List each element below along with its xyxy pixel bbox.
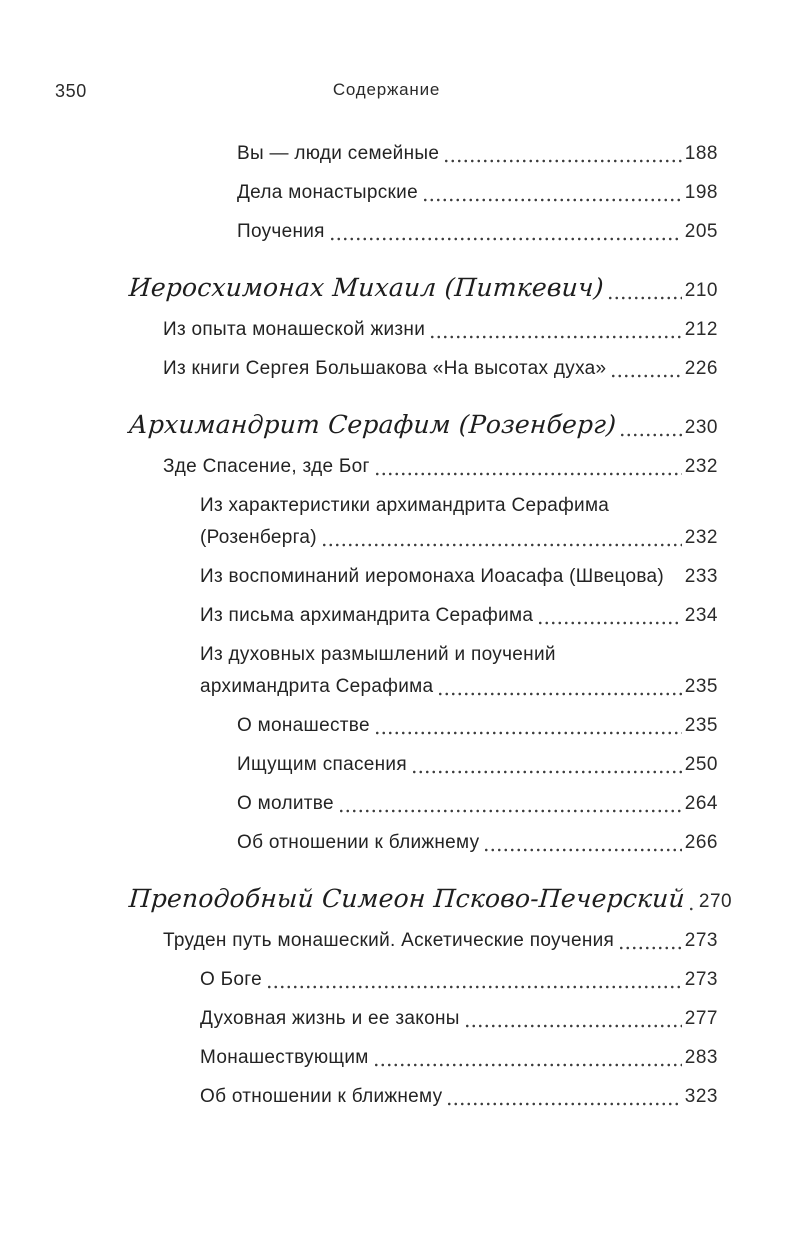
toc-entry-last-line bbox=[127, 884, 733, 913]
toc-entry-last-line bbox=[200, 565, 718, 588]
toc-entry bbox=[55, 884, 733, 913]
toc-page-number: 323 bbox=[684, 1086, 718, 1107]
toc-entry-last-line bbox=[200, 1085, 718, 1108]
toc-dot-leader bbox=[411, 769, 682, 775]
toc-dot-leader bbox=[537, 620, 682, 626]
toc-dot-leader bbox=[668, 581, 682, 587]
toc-page-number: 270 bbox=[698, 891, 733, 912]
toc-entry-last-line bbox=[237, 181, 718, 204]
toc-page-number: 235 bbox=[684, 715, 718, 736]
toc-page-number: 230 bbox=[684, 417, 718, 438]
toc-entry bbox=[55, 1085, 718, 1108]
toc-page-number: 226 bbox=[684, 358, 718, 379]
toc-entry-text: Ищущим спасения bbox=[237, 754, 407, 775]
toc-dot-leader bbox=[619, 432, 682, 438]
toc-entry-last-line bbox=[128, 274, 718, 302]
toc-entry-last-line bbox=[200, 1007, 718, 1030]
toc-entry bbox=[55, 714, 718, 737]
toc-entry-text: Вы — люди семейные bbox=[237, 143, 440, 164]
toc-entry-text: Из книги Сергея Большакова «На высотах духа» bbox=[163, 358, 607, 379]
toc-page-number: 273 bbox=[684, 930, 718, 951]
toc-entry bbox=[55, 220, 718, 243]
toc-entry-text: Духовная жизнь и ее законы bbox=[200, 1008, 460, 1029]
toc-dot-leader bbox=[446, 1101, 681, 1107]
toc-page-number: 212 bbox=[684, 319, 718, 340]
toc-entry bbox=[55, 968, 718, 991]
toc-entry-last-line bbox=[237, 753, 718, 776]
toc-entry-text: Поучения bbox=[237, 221, 325, 242]
page-title: Содержание bbox=[332, 80, 441, 99]
toc-entry bbox=[55, 565, 718, 588]
toc-entry-text-line: Из духовных размышлений и поучений bbox=[200, 644, 556, 665]
toc-entry bbox=[55, 792, 718, 815]
toc-page-number: 250 bbox=[684, 754, 718, 775]
toc-dot-leader bbox=[373, 1062, 682, 1068]
toc-dot-leader bbox=[338, 808, 682, 814]
toc-entry-text: Иеросхимонах Михаил (Питкевич) bbox=[127, 273, 605, 302]
toc-page-number: 232 bbox=[684, 456, 718, 477]
toc-entry bbox=[55, 318, 718, 341]
toc-entry bbox=[55, 1046, 718, 1069]
toc-entry-last-line bbox=[200, 1046, 718, 1069]
toc-dot-leader bbox=[618, 945, 682, 951]
toc-entry-text: О Боге bbox=[200, 969, 262, 990]
toc-page-number: 205 bbox=[684, 221, 718, 242]
toc-entry-text: Об отношении к ближнему bbox=[200, 1086, 443, 1107]
toc-page-number: 266 bbox=[684, 832, 718, 853]
toc-entry-continuation-lines bbox=[200, 494, 718, 517]
page-header bbox=[55, 80, 718, 102]
toc-entry-text: Об отношении к ближнему bbox=[237, 832, 480, 853]
toc-entry-last-line bbox=[237, 792, 718, 815]
toc-list bbox=[55, 142, 733, 1108]
toc-entry-continuation-lines bbox=[200, 643, 718, 666]
toc-page-number: 234 bbox=[684, 605, 718, 626]
toc-entry-last-line bbox=[200, 604, 718, 627]
toc-entry-last-line bbox=[237, 142, 718, 165]
toc-entry-last-line bbox=[163, 318, 718, 341]
toc-entry bbox=[55, 929, 718, 952]
toc-entry bbox=[55, 643, 718, 698]
toc-entry-last-line bbox=[128, 411, 718, 439]
toc-entry-last-line bbox=[200, 675, 718, 698]
toc-entry-last-line bbox=[200, 968, 718, 991]
toc-entry bbox=[55, 753, 718, 776]
toc-entry bbox=[55, 1007, 718, 1030]
toc-dot-leader bbox=[437, 691, 681, 697]
toc-dot-leader bbox=[688, 906, 696, 912]
toc-page-number: 235 bbox=[684, 676, 718, 697]
toc-dot-leader bbox=[266, 984, 682, 990]
toc-entry bbox=[55, 494, 718, 549]
toc-entry-text: О молитве bbox=[237, 793, 334, 814]
toc-dot-leader bbox=[321, 542, 682, 548]
toc-page-number: 198 bbox=[684, 182, 718, 203]
toc-page-number: 277 bbox=[684, 1008, 718, 1029]
toc-dot-leader bbox=[483, 847, 681, 853]
toc-entry-last-line bbox=[237, 714, 718, 737]
toc-entry-text: (Розенберга) bbox=[200, 527, 317, 548]
toc-dot-leader bbox=[422, 197, 682, 203]
toc-entry-text: архимандрита Серафима bbox=[200, 676, 434, 697]
toc-entry-last-line bbox=[200, 526, 718, 549]
toc-entry bbox=[55, 357, 718, 380]
toc-entry-text: Из воспоминаний иеромонаха Иоасафа (Швецова) bbox=[200, 566, 665, 587]
toc-entry-last-line bbox=[237, 220, 718, 243]
toc-page-number: 232 bbox=[684, 527, 718, 548]
toc-entry-text-line: Из характеристики архимандрита Серафима bbox=[200, 495, 610, 516]
toc-entry-text: Зде Спасение, зде Бог bbox=[163, 456, 370, 477]
toc-entry bbox=[55, 181, 718, 204]
toc-entry-text: Дела монастырские bbox=[237, 182, 418, 203]
toc-page-number: 188 bbox=[684, 143, 718, 164]
toc-entry bbox=[55, 274, 718, 302]
toc-dot-leader bbox=[374, 471, 682, 477]
toc-dot-leader bbox=[607, 295, 682, 301]
toc-dot-leader bbox=[374, 730, 682, 736]
toc-entry-last-line bbox=[163, 357, 718, 380]
toc-dot-leader bbox=[329, 236, 682, 242]
toc-dot-leader bbox=[610, 373, 681, 379]
toc-entry-text: О монашестве bbox=[237, 715, 370, 736]
toc-entry-text: Преподобный Симеон Псково-Печерский bbox=[127, 884, 686, 913]
toc-entry-text: Из опыта монашеской жизни bbox=[163, 319, 426, 340]
toc-entry-last-line bbox=[163, 929, 718, 952]
toc-page-number: 233 bbox=[684, 566, 718, 587]
toc-page-number: 264 bbox=[684, 793, 718, 814]
toc-entry bbox=[55, 455, 718, 478]
toc-dot-leader bbox=[464, 1023, 682, 1029]
toc-entry bbox=[55, 604, 718, 627]
toc-dot-leader bbox=[443, 158, 682, 164]
toc-page-number: 210 bbox=[684, 280, 718, 301]
toc-entry-text: Труден путь монашеский. Аскетические поучения bbox=[163, 930, 615, 951]
toc-entry-text: Монашествующим bbox=[200, 1047, 369, 1068]
toc-entry bbox=[55, 142, 718, 165]
toc-entry-text: Из письма архимандрита Серафима bbox=[200, 605, 534, 626]
toc-entry-last-line bbox=[163, 455, 718, 478]
toc-entry bbox=[55, 831, 718, 854]
toc-page-number: 283 bbox=[684, 1047, 718, 1068]
toc-entry-last-line bbox=[237, 831, 718, 854]
toc-entry-text: Архимандрит Серафим (Розенберг) bbox=[127, 410, 618, 439]
toc-page-number: 273 bbox=[684, 969, 718, 990]
toc-entry bbox=[55, 411, 718, 439]
page-number-folio: 350 bbox=[55, 81, 87, 101]
toc-dot-leader bbox=[429, 334, 682, 340]
